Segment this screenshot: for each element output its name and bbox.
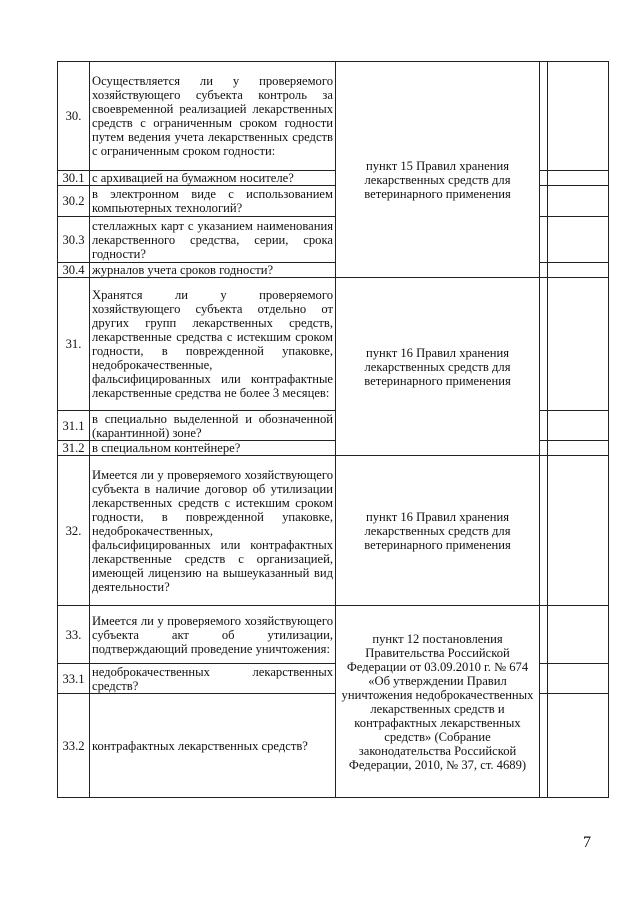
answer-cell-yes[interactable] [540, 263, 548, 278]
table-row [58, 606, 609, 664]
item-number: 33. [58, 606, 90, 664]
question-text: Хранятся ли у проверяемого хозяйствующего субъекта отдельно от других групп лекарственных средств, лекарственные средства с истекшим сроком годности, в поврежденной упаковке, недоброкачественные, фальсифицированных или контрафактные лекарственные средства не более 3 месяцев: [90, 278, 336, 411]
answer-cell-no[interactable] [548, 171, 609, 186]
item-number: 30. [58, 62, 90, 171]
answer-cell-yes[interactable] [540, 186, 548, 217]
legal-basis-cell: пункт 16 Правил хранения лекарственных средств для ветеринарного применения [336, 456, 540, 606]
question-text: контрафактных лекарственных средств? [90, 694, 336, 798]
page-number: 7 [583, 834, 591, 851]
legal-basis-cell: пункт 12 постановления Правительства Российской Федерации от 03.09.2010 г. № 674 «Об утверждении Правил уничтожения недоброкачественных лекарственных средств и контрафактных лекарственных средств» (Собрание законодательства Российской Федерации, 2010, № 37, ст. 4689) [336, 606, 540, 798]
item-number: 33.2 [58, 694, 90, 798]
answer-cell-yes[interactable] [540, 217, 548, 263]
answer-cell-no[interactable] [548, 664, 609, 694]
item-number: 30.3 [58, 217, 90, 263]
table-row [58, 278, 609, 411]
answer-cell-no[interactable] [548, 694, 609, 798]
answer-cell-no[interactable] [548, 278, 609, 411]
question-text: журналов учета сроков годности? [90, 263, 336, 278]
item-number: 30.1 [58, 171, 90, 186]
answer-cell-yes[interactable] [540, 278, 548, 411]
answer-cell-yes[interactable] [540, 456, 548, 606]
legal-basis-cell: пункт 16 Правил хранения лекарственных средств для ветеринарного применения [336, 278, 540, 456]
answer-cell-yes[interactable] [540, 606, 548, 664]
answer-cell-yes[interactable] [540, 171, 548, 186]
answer-cell-no[interactable] [548, 186, 609, 217]
question-text: в специальном контейнере? [90, 441, 336, 456]
question-text: с архивацией на бумажном носителе? [90, 171, 336, 186]
answer-cell-no[interactable] [548, 62, 609, 171]
item-number: 30.2 [58, 186, 90, 217]
item-number: 31.1 [58, 411, 90, 441]
question-text: Имеется ли у проверяемого хозяйствующего субъекта в наличие договор об утилизации лекарственных средств с истекшим сроком годности, в поврежденной упаковке, недоброкачественных, фальсифицированных или контрафактных лекарственные средств с организацией, имеющей лицензию на вышеуказанный вид деятельности? [90, 456, 336, 606]
answer-cell-no[interactable] [548, 217, 609, 263]
answer-cell-no[interactable] [548, 456, 609, 606]
question-text: Имеется ли у проверяемого хозяйствующего субъекта акт об утилизации, подтверждающий проведение уничтожения: [90, 606, 336, 664]
question-text: недоброкачественных лекарственных средств? [90, 664, 336, 694]
answer-cell-no[interactable] [548, 411, 609, 441]
answer-cell-yes[interactable] [540, 694, 548, 798]
question-text: Осуществляется ли у проверяемого хозяйствующего субъекта контроль за своевременной реализацией лекарственных средств с ограниченным сроком годности путем ведения учета лекарственных средств с ограниченным сроком годности: [90, 62, 336, 171]
item-number: 32. [58, 456, 90, 606]
item-number: 31. [58, 278, 90, 411]
answer-cell-no[interactable] [548, 606, 609, 664]
legal-basis-cell: пункт 15 Правил хранения лекарственных средств для ветеринарного применения [336, 62, 540, 278]
item-number: 31.2 [58, 441, 90, 456]
table-row [58, 456, 609, 606]
question-text: в электронном виде с использованием компьютерных технологий? [90, 186, 336, 217]
answer-cell-no[interactable] [548, 441, 609, 456]
item-number: 30.4 [58, 263, 90, 278]
item-number: 33.1 [58, 664, 90, 694]
checklist-table [57, 61, 609, 798]
answer-cell-no[interactable] [548, 263, 609, 278]
answer-cell-yes[interactable] [540, 411, 548, 441]
question-text: стеллажных карт с указанием наименования лекарственного средства, серии, срока годности? [90, 217, 336, 263]
answer-cell-yes[interactable] [540, 441, 548, 456]
answer-cell-yes[interactable] [540, 664, 548, 694]
question-text: в специально выделенной и обозначенной (карантинной) зоне? [90, 411, 336, 441]
table-row [58, 62, 609, 171]
answer-cell-yes[interactable] [540, 62, 548, 171]
